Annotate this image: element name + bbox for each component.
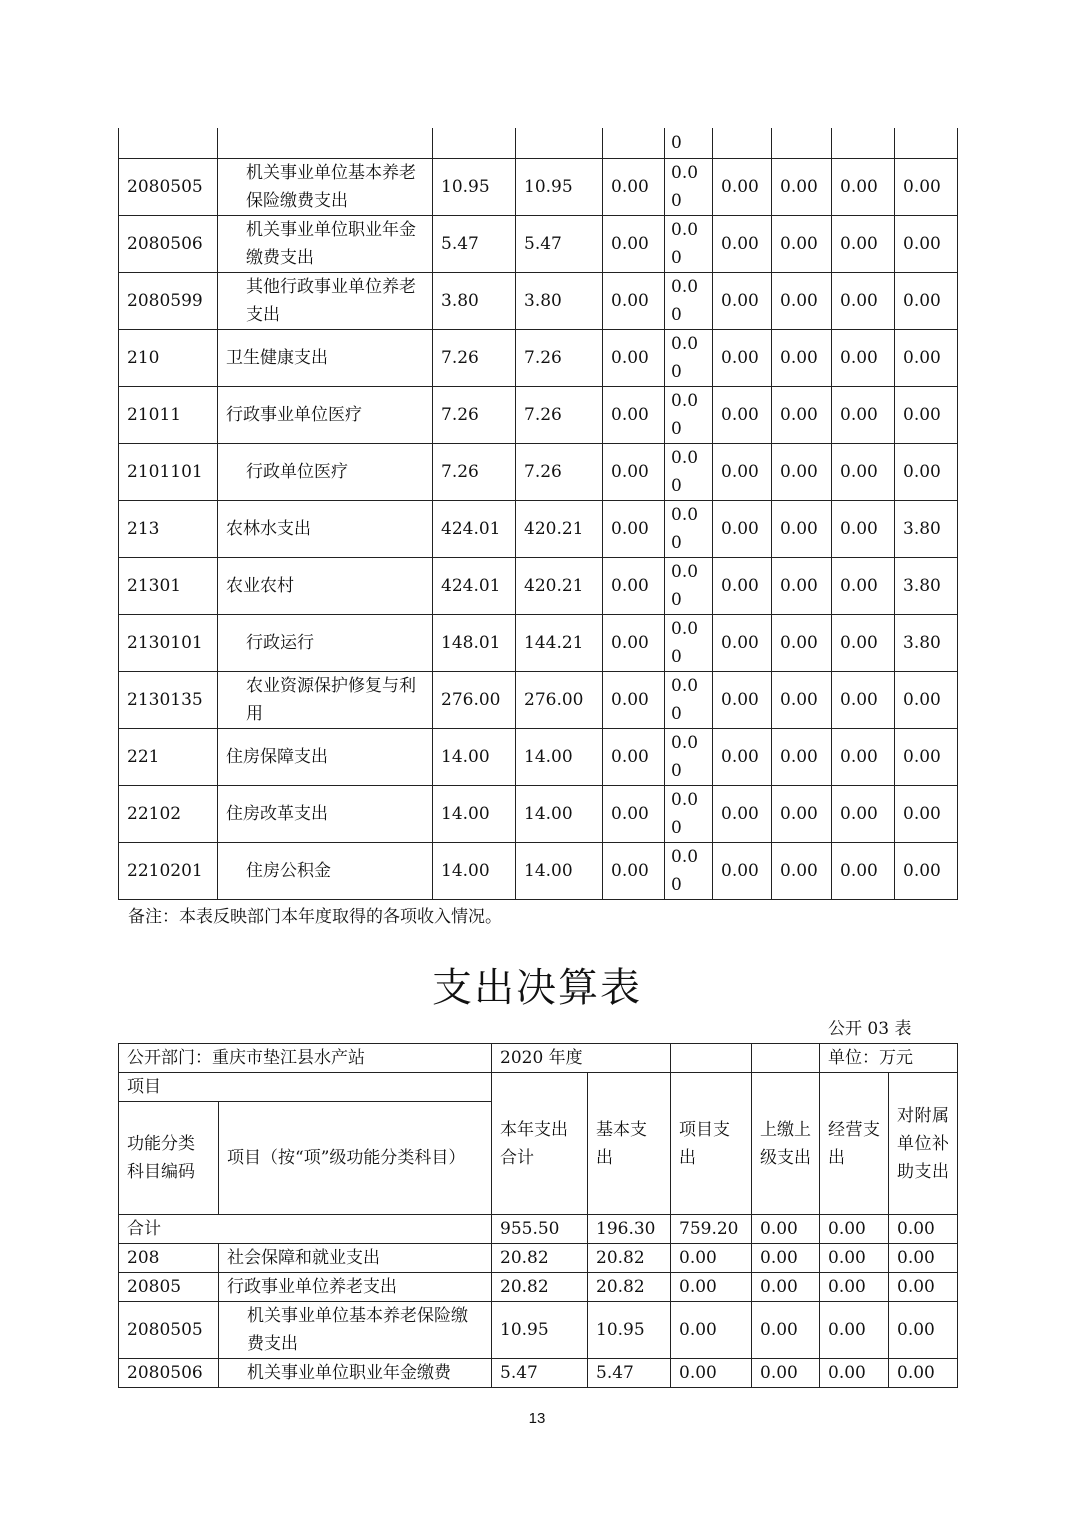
row-name: 住房改革支出: [218, 785, 433, 842]
row-value: 0.00: [772, 329, 832, 386]
row-value: 276.00: [516, 671, 603, 728]
row-name: 住房保障支出: [218, 728, 433, 785]
row-value: 3.80: [433, 272, 516, 329]
row-value: 0.00: [603, 842, 665, 899]
header-subsidy: 对附属单位补助支出: [889, 1073, 958, 1215]
row-code: 20805: [119, 1273, 219, 1302]
empty-cell: [752, 1044, 820, 1073]
row-value: 0.00: [603, 728, 665, 785]
row-code: 21011: [119, 386, 218, 443]
row-value: 5.47: [516, 215, 603, 272]
row-value: 0.00: [603, 158, 665, 215]
row-code: 22102: [119, 785, 218, 842]
row-value: 0.00: [671, 1244, 752, 1273]
row-value: 0.00: [713, 272, 772, 329]
row-value: 0.00: [889, 1302, 958, 1359]
row-name: 住房公积金: [218, 842, 433, 899]
row-value: 0.00: [820, 1359, 889, 1388]
row-value: 420.21: [516, 557, 603, 614]
row-value: 0.00: [772, 785, 832, 842]
row-value: 0.00: [772, 386, 832, 443]
row-value: 10.95: [433, 158, 516, 215]
row-value: 0.00: [665, 728, 713, 785]
row-value: 0.00: [665, 614, 713, 671]
header-project-exp: 项目支出: [671, 1073, 752, 1215]
row-value: 0.00: [665, 671, 713, 728]
row-value: 0.00: [603, 386, 665, 443]
row-value: 0.00: [665, 557, 713, 614]
row-value: 7.26: [433, 386, 516, 443]
row-value: 7.26: [516, 443, 603, 500]
row-value: 0.00: [832, 272, 895, 329]
row-value: 20.82: [492, 1244, 588, 1273]
row-value: 5.47: [588, 1359, 671, 1388]
row-code: 2210201: [119, 842, 218, 899]
row-value: 0.00: [772, 614, 832, 671]
row-value: 0.00: [895, 671, 958, 728]
header-total: 本年支出合计: [492, 1073, 588, 1215]
table-note: 备注：本表反映部门本年度取得的各项收入情况。: [128, 907, 502, 927]
row-value: 0.00: [895, 842, 958, 899]
table-row: [119, 614, 958, 671]
row-value: 0.00: [665, 386, 713, 443]
row-value: 0.00: [665, 158, 713, 215]
row-value: 3.80: [895, 500, 958, 557]
row-name: 机关事业单位职业年金缴费支出: [218, 215, 433, 272]
total-value: 0.00: [820, 1215, 889, 1244]
row-value: 0.00: [895, 728, 958, 785]
row-value: 0.00: [832, 842, 895, 899]
row-value: 0.00: [752, 1302, 820, 1359]
row-value: 0.00: [772, 272, 832, 329]
row-value: 14.00: [433, 728, 516, 785]
row-code: 208: [119, 1244, 219, 1273]
header-business: 经营支出: [820, 1073, 889, 1215]
row-value: 0.00: [713, 557, 772, 614]
table-number: 公开 03 表: [828, 1019, 912, 1039]
table-row: [119, 1359, 958, 1388]
row-code: 2080506: [119, 1359, 219, 1388]
table-row: [119, 1244, 958, 1273]
year-cell: 2020 年度: [492, 1044, 671, 1073]
row-code: 21301: [119, 557, 218, 614]
row-value: 0.00: [772, 158, 832, 215]
row-value: 0.00: [832, 500, 895, 557]
row-value: 0.00: [820, 1244, 889, 1273]
table-cell: [433, 128, 516, 158]
row-value: 0.00: [820, 1273, 889, 1302]
row-value: 0.00: [713, 215, 772, 272]
table-cell: [119, 128, 218, 158]
row-value: 0.00: [895, 785, 958, 842]
row-value: 0.00: [820, 1302, 889, 1359]
total-label: 合计: [119, 1215, 492, 1244]
row-value: 10.95: [588, 1302, 671, 1359]
row-value: 0.00: [665, 842, 713, 899]
row-value: 0.00: [603, 785, 665, 842]
total-value: 759.20: [671, 1215, 752, 1244]
total-value: 0.00: [752, 1215, 820, 1244]
table-row: [119, 557, 958, 614]
row-value: 0.00: [772, 671, 832, 728]
row-value: 7.26: [433, 443, 516, 500]
header-basic: 基本支出: [588, 1073, 671, 1215]
row-code: 2130135: [119, 671, 218, 728]
row-value: 20.82: [492, 1273, 588, 1302]
row-name: 机关事业单位基本养老保险缴费支出: [218, 158, 433, 215]
table-row: [119, 158, 958, 215]
table-row: [119, 128, 958, 158]
row-value: 0.00: [832, 158, 895, 215]
row-value: 0.00: [752, 1273, 820, 1302]
table-cell: [772, 128, 832, 158]
row-value: 0.00: [671, 1359, 752, 1388]
row-value: 0.00: [713, 329, 772, 386]
total-value: 196.30: [588, 1215, 671, 1244]
row-code: 2080505: [119, 1302, 219, 1359]
row-code: 210: [119, 329, 218, 386]
row-value: 0.00: [713, 386, 772, 443]
row-name: 农业农村: [218, 557, 433, 614]
table-row: [119, 215, 958, 272]
row-value: 0.00: [603, 215, 665, 272]
row-value: 14.00: [516, 785, 603, 842]
row-value: 10.95: [492, 1302, 588, 1359]
row-value: 0.00: [752, 1359, 820, 1388]
table-row: [119, 386, 958, 443]
table-row: [119, 500, 958, 557]
row-value: 0.00: [752, 1244, 820, 1273]
total-value: 0.00: [889, 1215, 958, 1244]
row-name: 农林水支出: [218, 500, 433, 557]
row-value: 0.00: [671, 1273, 752, 1302]
row-name: 机关事业单位职业年金缴费: [219, 1359, 492, 1388]
row-value: 0.00: [603, 671, 665, 728]
table-cell: [832, 128, 895, 158]
row-value: 0.00: [895, 215, 958, 272]
row-value: 0.00: [603, 443, 665, 500]
row-value: 424.01: [433, 557, 516, 614]
row-value: 0.00: [603, 272, 665, 329]
row-value: 0.00: [713, 500, 772, 557]
row-value: 148.01: [433, 614, 516, 671]
row-value: 14.00: [516, 728, 603, 785]
table-row: [119, 1302, 958, 1359]
row-value: 7.26: [433, 329, 516, 386]
row-value: 0.00: [665, 215, 713, 272]
table-row: [119, 842, 958, 899]
row-value: 0.00: [832, 785, 895, 842]
row-value: 5.47: [433, 215, 516, 272]
table-cell: [218, 128, 433, 158]
header-name: 项目（按“项”级功能分类科目）: [219, 1102, 492, 1215]
row-value: 0.00: [603, 329, 665, 386]
row-value: 0.00: [665, 443, 713, 500]
page-number: 13: [528, 1410, 546, 1427]
row-value: 0.00: [772, 728, 832, 785]
row-value: 0.00: [665, 272, 713, 329]
table-cell: [516, 128, 603, 158]
row-value: 0.00: [832, 671, 895, 728]
row-name: 机关事业单位基本养老保险缴费支出: [219, 1302, 492, 1359]
row-value: 0.00: [832, 557, 895, 614]
row-code: 2130101: [119, 614, 218, 671]
row-code: 2080506: [119, 215, 218, 272]
row-value: 5.47: [492, 1359, 588, 1388]
row-value: 20.82: [588, 1244, 671, 1273]
row-value: 0.00: [665, 329, 713, 386]
total-value: 955.50: [492, 1215, 588, 1244]
row-name: 行政事业单位养老支出: [219, 1273, 492, 1302]
row-value: 0.00: [832, 728, 895, 785]
row-value: 0.00: [832, 614, 895, 671]
table-cell: [713, 128, 772, 158]
row-value: 3.80: [516, 272, 603, 329]
row-name: 社会保障和就业支出: [219, 1244, 492, 1273]
row-code: 221: [119, 728, 218, 785]
income-table: [118, 128, 958, 900]
table-row: [119, 728, 958, 785]
row-value: 0.00: [772, 842, 832, 899]
row-value: 0.00: [889, 1244, 958, 1273]
row-value: 10.95: [516, 158, 603, 215]
row-name: 农业资源保护修复与利用: [218, 671, 433, 728]
row-name: 其他行政事业单位养老支出: [218, 272, 433, 329]
row-value: 0.00: [832, 386, 895, 443]
row-value: 0.00: [713, 671, 772, 728]
row-value: 0.00: [895, 158, 958, 215]
row-value: 0.00: [603, 500, 665, 557]
row-code: 2080599: [119, 272, 218, 329]
row-value: 0.00: [832, 215, 895, 272]
row-value: 0.00: [772, 500, 832, 557]
row-value: 0.00: [665, 785, 713, 842]
row-code: 213: [119, 500, 218, 557]
row-value: 3.80: [895, 614, 958, 671]
row-value: 0.00: [832, 443, 895, 500]
row-value: 20.82: [588, 1273, 671, 1302]
row-value: 144.21: [516, 614, 603, 671]
row-value: 0.00: [671, 1302, 752, 1359]
page-title: 支出决算表: [432, 965, 642, 1011]
row-value: 0.00: [603, 614, 665, 671]
row-name: 行政运行: [218, 614, 433, 671]
row-value: 0.00: [889, 1273, 958, 1302]
row-value: 276.00: [433, 671, 516, 728]
row-value: 0.00: [895, 329, 958, 386]
expense-table: [118, 1043, 958, 1388]
row-value: 0.00: [895, 272, 958, 329]
table-row: [119, 671, 958, 728]
row-value: 0.00: [603, 557, 665, 614]
row-value: 0.00: [665, 500, 713, 557]
table-row: [119, 1273, 958, 1302]
row-value: 0.00: [895, 443, 958, 500]
table-cell: 0: [665, 128, 713, 158]
row-value: 0.00: [713, 842, 772, 899]
header-upper: 上缴上级支出: [752, 1073, 820, 1215]
table-row: [119, 272, 958, 329]
header-project: 项目: [119, 1073, 492, 1102]
table-cell: [895, 128, 958, 158]
row-name: 行政事业单位医疗: [218, 386, 433, 443]
empty-cell: [671, 1044, 752, 1073]
row-value: 0.00: [713, 614, 772, 671]
table-row: [119, 443, 958, 500]
row-name: 行政单位医疗: [218, 443, 433, 500]
row-code: 2080505: [119, 158, 218, 215]
row-value: 0.00: [713, 785, 772, 842]
row-value: 14.00: [433, 785, 516, 842]
row-value: 0.00: [713, 158, 772, 215]
row-value: 0.00: [772, 557, 832, 614]
unit-cell: 单位：万元: [820, 1044, 958, 1073]
table-cell: [603, 128, 665, 158]
row-value: 0.00: [832, 329, 895, 386]
row-value: 14.00: [433, 842, 516, 899]
dept-cell: 公开部门：重庆市垫江县水产站: [119, 1044, 492, 1073]
row-value: 0.00: [713, 443, 772, 500]
row-value: 0.00: [889, 1359, 958, 1388]
row-value: 14.00: [516, 842, 603, 899]
row-value: 0.00: [772, 443, 832, 500]
row-value: 0.00: [895, 386, 958, 443]
header-code: 功能分类科目编码: [119, 1102, 219, 1215]
row-value: 7.26: [516, 386, 603, 443]
row-value: 3.80: [895, 557, 958, 614]
row-value: 420.21: [516, 500, 603, 557]
table-row: [119, 785, 958, 842]
row-value: 0.00: [772, 215, 832, 272]
row-value: 424.01: [433, 500, 516, 557]
row-code: 2101101: [119, 443, 218, 500]
table-row: [119, 329, 958, 386]
row-name: 卫生健康支出: [218, 329, 433, 386]
row-value: 7.26: [516, 329, 603, 386]
row-value: 0.00: [713, 728, 772, 785]
